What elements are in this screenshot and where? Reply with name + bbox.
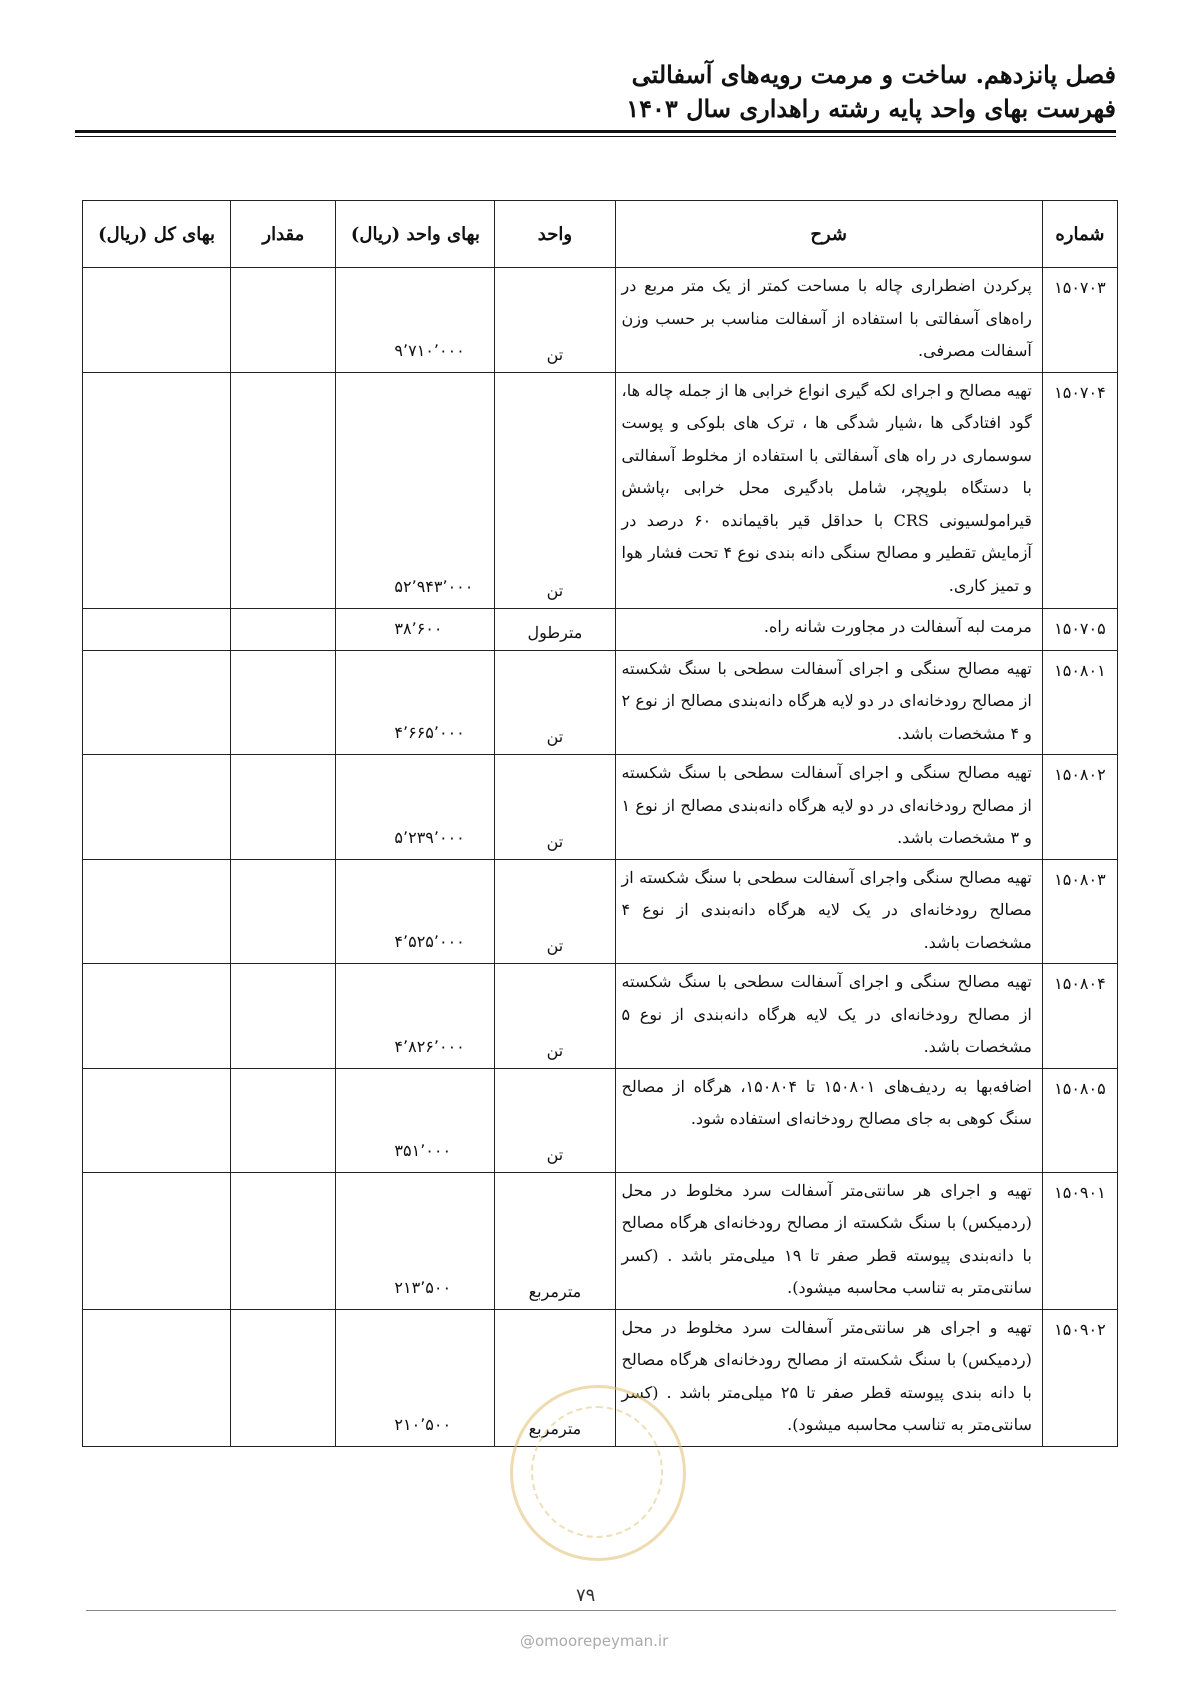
row-unit: تن [495,859,615,964]
footer-rule [86,1610,1116,1611]
table-row [83,1068,1118,1172]
row-number: ۱۵۰۷۰۵ [1042,608,1117,650]
row-unit: تن [495,1068,615,1172]
row-quantity [231,755,336,860]
row-number: ۱۵۰۸۰۵ [1042,1068,1117,1172]
row-description: اضافه‌بها به ردیف‌های ۱۵۰۸۰۱ تا ۱۵۰۸۰۴، هرگاه از مصالح سنگ کوهی به جای مصالح رودخانه‌ای استفاده شود. [615,1068,1042,1172]
site-watermark: @omoorepeyman.ir [520,1632,669,1650]
row-quantity [231,1172,336,1309]
row-number: ۱۵۰۸۰۱ [1042,650,1117,755]
row-number: ۱۵۰۷۰۴ [1042,372,1117,608]
row-unit-price: ۴٬۶۶۵٬۰۰۰ [336,650,495,755]
row-quantity [231,964,336,1069]
table-row [83,372,1118,608]
table-row [83,1309,1118,1446]
price-list-title: فهرست بهای واحد پایه رشته راهداری سال ۱۴۰۳ [626,94,1116,123]
row-unit: تن [495,372,615,608]
row-description: تهیه مصالح و اجرای لکه گیری انواع خرابی ها از جمله چاله ها، گود افتادگی ها ،شیار شدگی ها ، ترک های بلوکی و پوست سوسماری در راه های آسفالتی با استفاده از مخلوط آسفالتی با دستگاه بلوپچر، شامل بادگیری محل خرابی ،پاشش قیرامولسیونی CRS با حداقل قیر باقیمانده ۶۰ درصد در آزمایش تقطیر و مصالح سنگی دانه بندی نوع ۴ تحت فشار هوا و تمیز کاری. [615,372,1042,608]
row-total-price [83,650,231,755]
page-number: ۷۹ [576,1585,596,1606]
header-rule-thin [75,136,1116,137]
row-unit: تن [495,650,615,755]
column-header-description: شرح [615,201,1042,268]
column-header-quantity: مقدار [231,201,336,268]
row-quantity [231,268,336,373]
row-unit: تن [495,268,615,373]
row-quantity [231,650,336,755]
row-unit-price: ۲۱۰٬۵۰۰ [336,1309,495,1446]
row-quantity [231,1309,336,1446]
row-total-price [83,964,231,1069]
table-row [83,755,1118,860]
row-unit-price: ۹٬۷۱۰٬۰۰۰ [336,268,495,373]
row-total-price [83,372,231,608]
row-description: تهیه مصالح سنگی واجرای آسفالت سطحی با سنگ شکسته از مصالح رودخانه‌ای در یک لایه هرگاه دانه‌بندی از نوع ۴ مشخصات باشد. [615,859,1042,964]
row-unit: مترطول [495,608,615,650]
row-unit: تن [495,964,615,1069]
row-total-price [83,1068,231,1172]
row-unit: تن [495,755,615,860]
header-rule-thick [75,130,1116,133]
row-quantity [231,608,336,650]
chapter-title: فصل پانزدهم. ساخت و مرمت رویه‌های آسفالتی [631,60,1116,89]
row-quantity [231,859,336,964]
table-header-row [83,201,1118,268]
row-total-price [83,1309,231,1446]
row-number: ۱۵۰۸۰۴ [1042,964,1117,1069]
table-row [83,964,1118,1069]
row-unit-price: ۴٬۸۲۶٬۰۰۰ [336,964,495,1069]
column-header-unit: واحد [495,201,615,268]
row-unit-price: ۵۲٬۹۴۳٬۰۰۰ [336,372,495,608]
row-number: ۱۵۰۸۰۳ [1042,859,1117,964]
table-row [83,608,1118,650]
row-number: ۱۵۰۸۰۲ [1042,755,1117,860]
column-header-number: شماره [1042,201,1117,268]
row-number: ۱۵۰۹۰۲ [1042,1309,1117,1446]
row-total-price [83,1172,231,1309]
row-unit-price: ۵٬۲۳۹٬۰۰۰ [336,755,495,860]
table-row [83,268,1118,373]
row-description: پرکردن اضطراری چاله با مساحت کمتر از یک متر مربع در راه‌های آسفالتی با استفاده از آسفالت مناسب بر حسب وزن آسفالت مصرفی. [615,268,1042,373]
row-unit-price: ۳۵۱٬۰۰۰ [336,1068,495,1172]
row-description: تهیه مصالح سنگی و اجرای آسفالت سطحی با سنگ شکسته از مصالح رودخانه‌ای در دو لایه هرگاه دانه‌بندی مصالح از نوع ۱ و ۳ مشخصات باشد. [615,755,1042,860]
column-header-unit-price: بهای واحد (ریال) [336,201,495,268]
row-description: تهیه مصالح سنگی و اجرای آسفالت سطحی با سنگ شکسته از مصالح رودخانه‌ای در یک لایه هرگاه دانه‌بندی از نوع ۵ مشخصات باشد. [615,964,1042,1069]
row-total-price [83,859,231,964]
row-description: تهیه و اجرای هر سانتی‌متر آسفالت سرد مخلوط در محل (ردمیکس) با سنگ شکسته از مصالح رودخانه‌ای هرگاه مصالح با دانه‌بندی پیوسته قطر صفر تا ۱۹ میلی‌متر باشد . (کسر سانتی‌متر به تناسب محاسبه میشود). [615,1172,1042,1309]
price-table [82,200,1118,1447]
row-unit-price: ۳۸٬۶۰۰ [336,608,495,650]
row-unit-price: ۲۱۳٬۵۰۰ [336,1172,495,1309]
row-quantity [231,372,336,608]
row-description: مرمت لبه آسفالت در مجاورت شانه راه. [615,608,1042,650]
row-quantity [231,1068,336,1172]
table-row [83,1172,1118,1309]
column-header-total-price: بهای کل (ریال) [83,201,231,268]
table-row [83,859,1118,964]
row-unit: مترمربع [495,1309,615,1446]
table-row [83,650,1118,755]
row-unit: مترمربع [495,1172,615,1309]
row-description: تهیه و اجرای هر سانتی‌متر آسفالت سرد مخلوط در محل (ردمیکس) با سنگ شکسته از مصالح رودخانه‌ای هرگاه مصالح با دانه بندی پیوسته قطر صفر تا ۲۵ میلی‌متر باشد . (کسر سانتی‌متر به تناسب محاسبه میشود). [615,1309,1042,1446]
row-description: تهیه مصالح سنگی و اجرای آسفالت سطحی با سنگ شکسته از مصالح رودخانه‌ای در دو لایه هرگاه دانه‌بندی مصالح از نوع ۲ و ۴ مشخصات باشد. [615,650,1042,755]
page-header [76,58,1116,126]
row-unit-price: ۴٬۵۲۵٬۰۰۰ [336,859,495,964]
row-number: ۱۵۰۷۰۳ [1042,268,1117,373]
row-total-price [83,608,231,650]
row-number: ۱۵۰۹۰۱ [1042,1172,1117,1309]
row-total-price [83,268,231,373]
row-total-price [83,755,231,860]
